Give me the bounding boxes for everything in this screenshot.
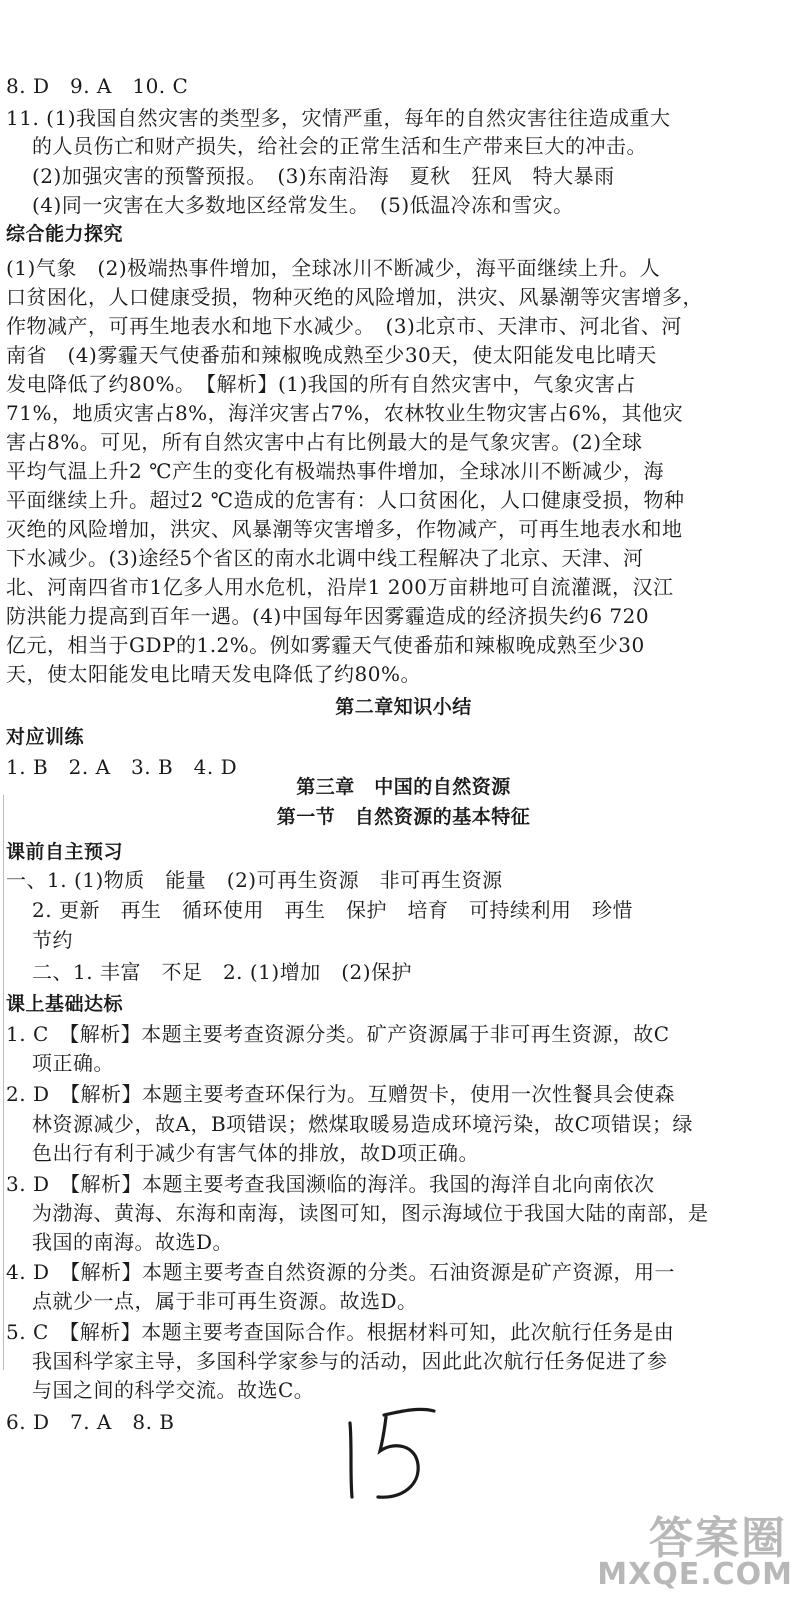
answer-line: 害占8%。可见，所有自然灾害中占有比例最大的是气象灾害。(2)全球	[6, 430, 643, 454]
answer-line: 节约	[32, 928, 73, 952]
answer-line: 我国的南海。故选D。	[32, 1230, 234, 1254]
answer-line: 11. (1)我国自然灾害的类型多，灾情严重，每年的自然灾害往往造成重大	[6, 106, 671, 130]
answer-line: 6. D 7. A 8. B	[6, 1410, 175, 1434]
handwritten-page-number	[332, 1385, 442, 1505]
chapter-title: 第三章 中国的自然资源	[296, 776, 511, 798]
answer-line: 平均气温上升2 ℃产生的变化有极端热事件增加，全球冰川不断减少，海	[6, 459, 664, 483]
section-heading: 对应训练	[6, 726, 85, 748]
answer-line: 北、河南四省市1亿多人用水危机，沿岸1 200万亩耕地可自流灌溉，汉江	[6, 575, 674, 599]
answer-line: (4)同一灾害在大多数地区经常发生。 (5)低温冷冻和雪灾。	[32, 193, 574, 217]
answer-line: 我国科学家主导，多国科学家参与的活动，因此此次航行任务促进了参	[32, 1349, 668, 1373]
section-heading: 综合能力探究	[6, 223, 124, 245]
section-title: 第一节 自然资源的基本特征	[276, 806, 531, 828]
answer-line: 4. D 【解析】本题主要考查自然资源的分类。石油资源是矿产资源，用一	[6, 1260, 675, 1284]
watermark-domain: MXQE.COM	[597, 1557, 793, 1592]
answer-line: 1. C 【解析】本题主要考查资源分类。矿产资源属于非可再生资源，故C	[6, 1022, 670, 1046]
page-edge-rule	[3, 795, 4, 1370]
answer-line: 林资源减少，故A，B项错误；燃煤取暖易造成环境污染，故C项错误；绿	[32, 1112, 693, 1136]
answer-line: 平面继续上升。超过2 ℃造成的危害有：人口贫困化，人口健康受损，物种	[6, 488, 685, 512]
answer-line: 项正确。	[32, 1051, 114, 1075]
answer-line: 8. D 9. A 10. C	[6, 74, 189, 98]
answer-line: 口贫困化，人口健康受损，物种灭绝的风险增加，洪灾、风暴潮等灾害增多，	[6, 285, 703, 309]
answer-line: 点就少一点，属于非可再生资源。故选D。	[32, 1289, 418, 1313]
answer-line: 南省 (4)雾霾天气使番茄和辣椒晚成熟至少30天，使太阳能发电比晴天	[6, 343, 657, 367]
answer-line: 2. 更新 再生 循环使用 再生 保护 培育 可持续利用 珍惜	[32, 898, 633, 922]
answer-line: 灭绝的风险增加，洪灾、风暴潮等灾害增多，作物减产，可再生地表水和地	[6, 517, 683, 541]
answer-line: 二、1. 丰富 不足 2. (1)增加 (2)保护	[32, 960, 413, 984]
answer-line: 一、1. (1)物质 能量 (2)可再生资源 非可再生资源	[6, 868, 503, 892]
answer-line: 1. B 2. A 3. B 4. D	[6, 755, 238, 779]
answer-line: 色出行有利于减少有害气体的排放，故D项正确。	[32, 1141, 480, 1165]
answer-line: (1)气象 (2)极端热事件增加，全球冰川不断减少，海平面继续上升。人	[6, 256, 661, 280]
answer-line: 防洪能力提高到百年一遇。(4)中国每年因雾霾造成的经济损失约6 720	[6, 604, 650, 628]
answer-line: 与国之间的科学交流。故选C。	[32, 1378, 315, 1402]
answer-line: 为渤海、黄海、东海和南海，读图可知，图示海域位于我国大陆的南部，是	[32, 1201, 709, 1225]
section-heading: 课上基础达标	[6, 993, 124, 1015]
answer-line: 2. D 【解析】本题主要考查环保行为。互赠贺卡，使用一次性餐具会使森	[6, 1082, 675, 1106]
answer-line: 71%，地质灾害占8%，海洋灾害占7%，农林牧业生物灾害占6%，其他灾	[6, 401, 684, 425]
chapter-summary-title: 第二章知识小结	[335, 696, 472, 718]
answer-line: 3. D 【解析】本题主要考查我国濒临的海洋。我国的海洋自北向南依次	[6, 1172, 655, 1196]
answer-line: 5. C 【解析】本题主要考查国际合作。根据材料可知，此次航行任务是由	[6, 1320, 675, 1344]
answer-line: 发电降低了约80%。 【解析】(1)我国的所有自然灾害中，气象灾害占	[6, 372, 636, 396]
site-watermark	[563, 1502, 793, 1592]
answer-line: 亿元，相当于GDP的1.2%。例如雾霾天气使番茄和辣椒晚成熟至少30	[6, 633, 645, 657]
section-heading: 课前自主预习	[6, 841, 124, 863]
answer-line: 天，使太阳能发电比晴天发电降低了约80%。	[6, 662, 421, 686]
answer-line: 的人员伤亡和财产损失，给社会的正常生活和生产带来巨大的冲击。	[32, 134, 647, 158]
answer-line: 下水减少。(3)途经5个省区的南水北调中线工程解决了北京、天津、河	[6, 546, 644, 570]
watermark-logo-text: 答案圈	[649, 1513, 787, 1564]
answer-line: (2)加强灾害的预警预报。 (3)东南沿海 夏秋 狂风 特大暴雨	[32, 164, 615, 188]
answer-line: 作物减产，可再生地表水和地下水减少。 (3)北京市、天津市、河北省、河	[6, 314, 682, 338]
